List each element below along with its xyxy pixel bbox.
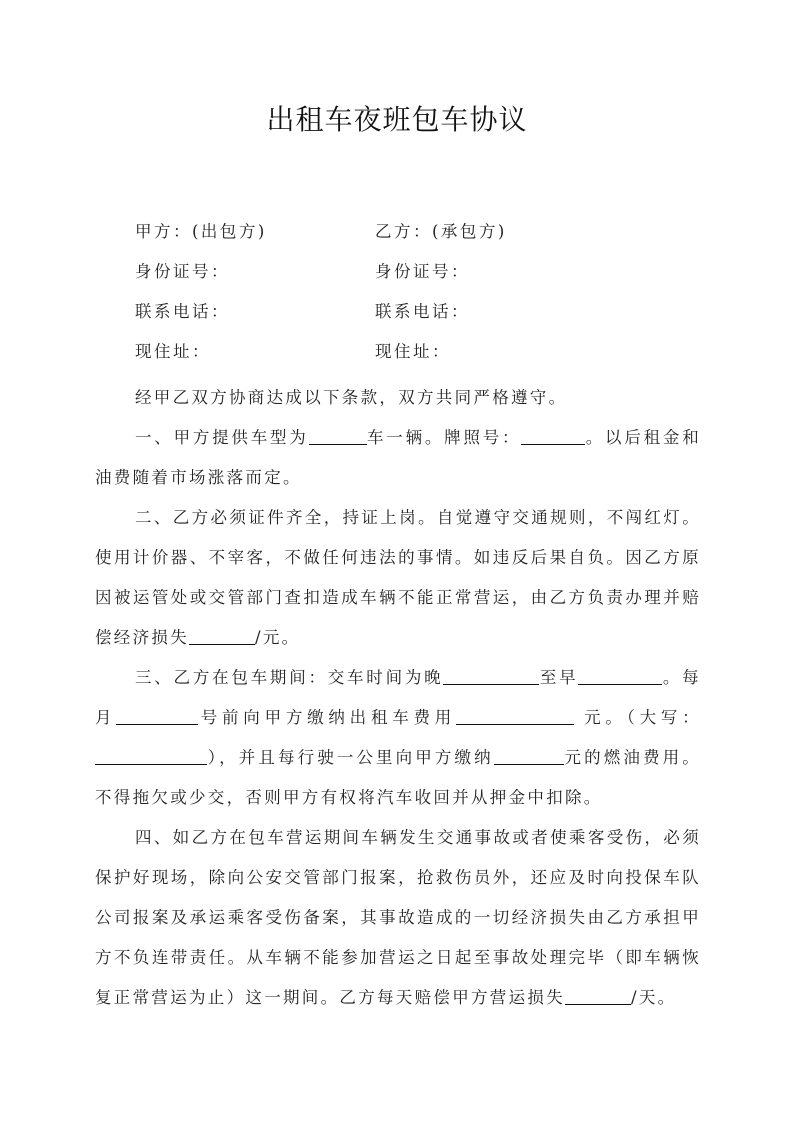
party-row <box>135 298 615 338</box>
agreement-body <box>95 378 701 1018</box>
fuel-fee-blank[interactable] <box>494 742 564 765</box>
vehicle-model-blank[interactable] <box>309 422 367 445</box>
clause-3-text: 三、乙方在包车期间：交车时间为晚 <box>135 668 444 687</box>
clause-1-text: 一、甲方提供车型为 <box>135 428 309 447</box>
party-a-label: 甲方：(出包方) <box>135 222 267 241</box>
party-b-address-label: 现住址： <box>375 342 451 361</box>
daily-loss-blank[interactable] <box>565 982 631 1005</box>
rental-fee-uppercase-blank[interactable] <box>95 742 207 765</box>
clause-3-text: 。每月 <box>95 668 701 727</box>
party-row <box>135 338 615 378</box>
party-b-label: 乙方：(承包方) <box>375 222 507 241</box>
intro-paragraph: 经甲乙双方协商达成以下条款，双方共同严格遵守。 <box>135 388 568 407</box>
handover-evening-blank[interactable] <box>443 662 539 685</box>
clause-3-text: 号前向甲方缴纳出租车费用 <box>198 708 457 727</box>
party-b-id-label: 身份证号： <box>375 262 470 281</box>
compensation-blank[interactable] <box>189 622 255 645</box>
party-a-id-label: 身份证号： <box>135 262 230 281</box>
payment-day-blank[interactable] <box>116 702 198 725</box>
clause-4-text: /天。 <box>631 988 677 1007</box>
license-plate-blank[interactable] <box>521 422 585 445</box>
party-info <box>135 218 615 378</box>
clause-1 <box>95 418 701 498</box>
clause-2 <box>95 498 701 658</box>
party-b-phone-label: 联系电话： <box>375 302 470 321</box>
document-title: 出租车夜班包车协议 <box>266 103 528 136</box>
party-row <box>135 258 615 298</box>
clause-3-text: 元的燃油费用。不得拖欠或少交，否则甲方有权将汽车收回并从押金中扣除。 <box>95 748 701 807</box>
clause-2-text: 二、乙方必须证件齐全，持证上岗。自觉遵守交通规则，不闯红灯。使用计价器、不宰客，不做任何违法的事情。如违反后果自负。因乙方原因被运管处或交管部门查扣造成车辆不能正常营运，由乙方负责办理并赔偿经济损失 <box>95 508 701 647</box>
handover-morning-blank[interactable] <box>578 662 662 685</box>
clause-1-text: 车一辆。牌照号： <box>366 428 522 447</box>
clause-4 <box>95 818 701 1018</box>
clause-2-text: /元。 <box>255 628 301 647</box>
rental-fee-blank[interactable] <box>456 702 574 725</box>
clause-3 <box>95 658 701 818</box>
clause-1-text: 。以后租金和油费随着市场涨落而定。 <box>95 428 701 487</box>
party-a-phone-label: 联系电话： <box>135 302 230 321</box>
party-row <box>135 218 615 258</box>
clause-3-text: ），并且每行驶一公里向甲方缴纳 <box>207 748 494 767</box>
clause-3-text: 至早 <box>539 668 579 687</box>
clause-3-text: 元。（大写： <box>574 708 701 727</box>
party-a-address-label: 现住址： <box>135 342 211 361</box>
clause-4-text: 四、如乙方在包车营运期间车辆发生交通事故或者使乘客受伤，必须保护好现场，除向公安交管部门报案，抢救伤员外，还应及时向投保车队公司报案及承运乘客受伤备案，其事故造成的一切经济损失由乙方承担甲方不负连带责任。从车辆不能参加营运之日起至事故处理完毕（即车辆恢复正常营运为止）这一期间。乙方每天赔偿甲方营运损失 <box>95 828 701 1007</box>
